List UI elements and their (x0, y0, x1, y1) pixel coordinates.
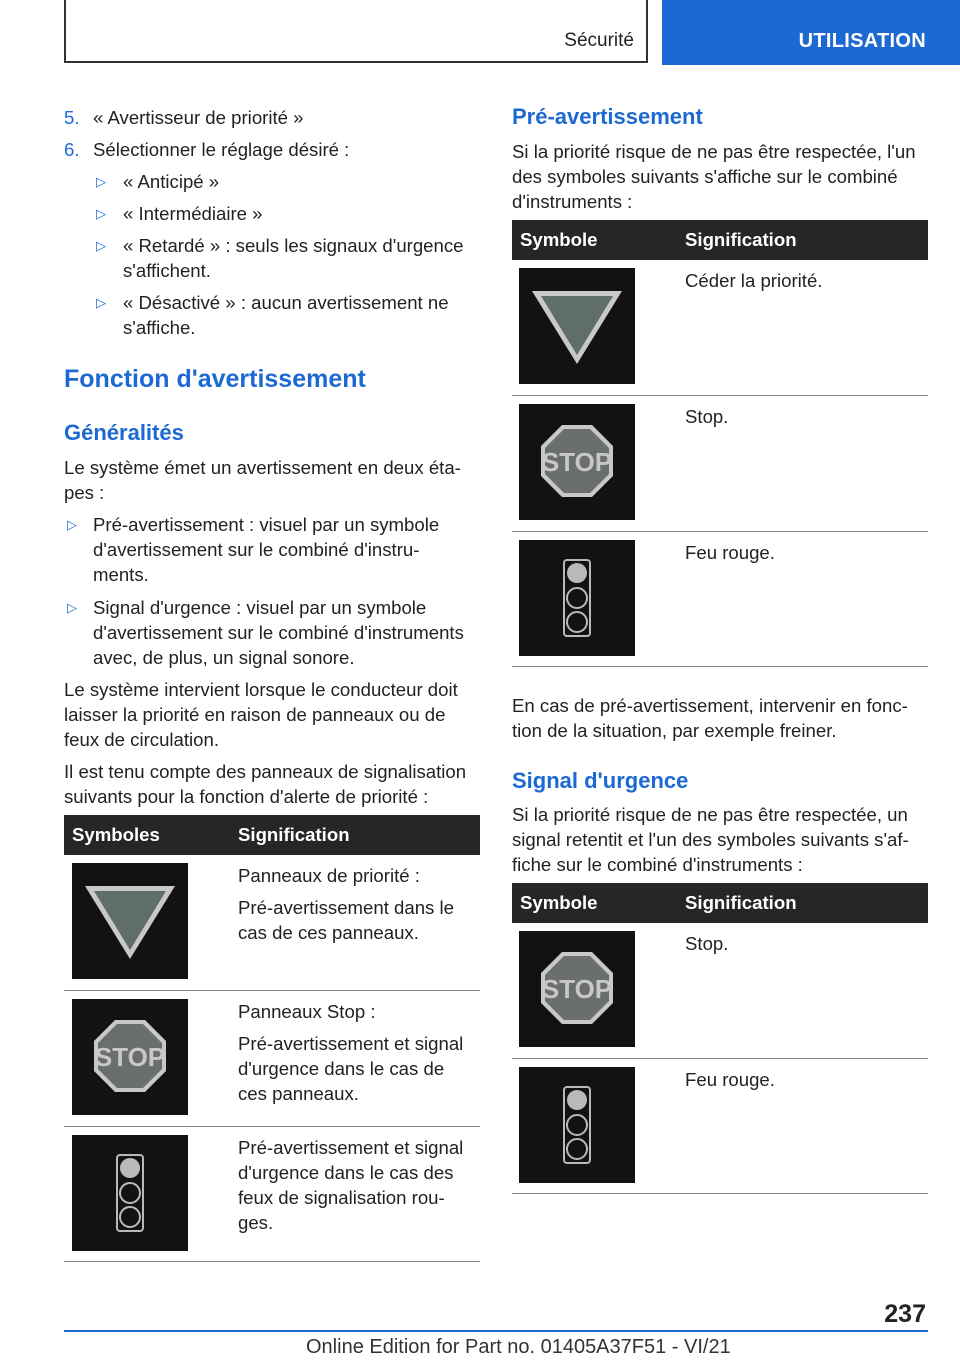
paragraph-line: Il est tenu compte des panneaux de signalisation (64, 761, 467, 782)
cell-text: Feu rouge. (685, 1069, 775, 1090)
bullet-triangle-icon: ▷ (67, 600, 77, 615)
subsection-heading: Généralités (64, 420, 184, 445)
section-heading: Fonction d'avertissement (64, 365, 366, 393)
cell-text: Pré-avertissement et signal (238, 1033, 464, 1054)
chapter-tab[interactable]: UTILISATION (662, 0, 960, 65)
svg-text:STOP: STOP (541, 447, 613, 477)
bullet-triangle-icon: ▷ (96, 206, 106, 221)
step-text: « Avertisseur de priorité » (93, 107, 304, 128)
column-header-meaning: Signification (685, 229, 797, 250)
row-divider (512, 1193, 928, 1194)
traffic-light-icon (72, 1135, 188, 1251)
paragraph-line: feux de circulation. (64, 729, 220, 750)
cell-text: Feu rouge. (685, 542, 775, 563)
step-number: 5. (64, 107, 80, 128)
bullet-triangle-icon: ▷ (96, 174, 106, 189)
paragraph-line: Le système intervient lorsque le conducteur doit (64, 679, 458, 700)
paragraph-line: pes : (64, 482, 105, 503)
stop-sign-icon (519, 931, 635, 1047)
column-header-symbol: Symbole (520, 892, 598, 913)
row-divider (512, 1058, 928, 1059)
row-divider (512, 395, 928, 396)
paragraph-line: tion de la situation, par exemple freiner. (512, 720, 837, 741)
subsection-heading: Pré-avertissement (512, 104, 703, 129)
paragraph-line: Si la priorité risque de ne pas être respectée, un (512, 804, 908, 825)
stop-sign-icon (72, 999, 188, 1115)
step-number: 6. (64, 139, 80, 160)
sub-option: « Désactivé » : aucun avertissement ne (123, 292, 449, 313)
svg-text:STOP: STOP (94, 1042, 166, 1072)
cell-text: feux de signalisation rou- (238, 1187, 445, 1208)
row-divider (64, 990, 480, 991)
paragraph-line: Si la priorité risque de ne pas être respectée, l'un (512, 141, 916, 162)
column-header-meaning: Signification (238, 824, 350, 845)
yield-sign-icon (72, 863, 188, 979)
bullet-line: avec, de plus, un signal sonore. (93, 647, 355, 668)
column-header-symbols: Symboles (72, 824, 160, 845)
cell-text: Stop. (685, 406, 729, 427)
table-header (512, 883, 928, 923)
svg-text:STOP: STOP (541, 974, 613, 1004)
column-header-symbol: Symbole (520, 229, 598, 250)
cell-text: Panneaux Stop : (238, 1001, 376, 1022)
row-divider (512, 531, 928, 532)
row-divider (64, 1261, 480, 1262)
cell-text: d'urgence dans le cas des (238, 1162, 454, 1183)
bullet-triangle-icon: ▷ (96, 295, 106, 310)
edition-note: Online Edition for Part no. 01405A37F51 - VI/21 (306, 1336, 731, 1358)
paragraph-line: En cas de pré-avertissement, intervenir en fonc- (512, 695, 908, 716)
cell-text: ges. (238, 1212, 274, 1233)
bullet-line: d'avertissement sur le combiné d'instruments (93, 622, 464, 643)
paragraph-line: Le système émet un avertissement en deux éta- (64, 457, 461, 478)
cell-text: ces panneaux. (238, 1083, 359, 1104)
paragraph-line: laisser la priorité en raison de panneaux ou de (64, 704, 446, 725)
cell-text: Stop. (685, 933, 729, 954)
page-number: 237 (884, 1300, 926, 1328)
section-title: Sécurité (564, 30, 634, 51)
cell-text: Pré-avertissement et signal (238, 1137, 464, 1158)
sub-option: « Anticipé » (123, 171, 220, 192)
cell-text: Panneaux de priorité : (238, 865, 420, 886)
column-header-meaning: Signification (685, 892, 797, 913)
header-frame (64, 0, 648, 63)
paragraph-line: signal retentit et l'un des symboles suivants s'af- (512, 829, 909, 850)
sub-option: s'affiche. (123, 317, 196, 338)
bullet-line: ments. (93, 564, 149, 585)
bullet-triangle-icon: ▷ (67, 517, 77, 532)
bullet-line: Pré-avertissement : visuel par un symbole (93, 514, 440, 535)
cell-text: cas de ces panneaux. (238, 922, 419, 943)
row-divider (512, 666, 928, 667)
sub-option: « Intermédiaire » (123, 203, 263, 224)
subsection-heading: Signal d'urgence (512, 768, 689, 793)
cell-text: Pré-avertissement dans le (238, 897, 454, 918)
cell-text: Céder la priorité. (685, 270, 823, 291)
step-text: Sélectionner le réglage désiré : (93, 139, 350, 160)
traffic-light-icon (519, 540, 635, 656)
bullet-line: d'avertissement sur le combiné d'instru- (93, 539, 420, 560)
footer-divider (64, 1330, 928, 1332)
row-divider (64, 1126, 480, 1127)
bullet-triangle-icon: ▷ (96, 238, 106, 253)
paragraph-line: fiche sur le combiné d'instruments : (512, 854, 803, 875)
stop-sign-icon (519, 404, 635, 520)
sub-option: « Retardé » : seuls les signaux d'urgence (123, 235, 464, 256)
paragraph-line: d'instruments : (512, 191, 633, 212)
paragraph-line: des symboles suivants s'affiche sur le combiné (512, 166, 898, 187)
table-header (64, 815, 480, 855)
traffic-light-icon (519, 1067, 635, 1183)
cell-text: d'urgence dans le cas de (238, 1058, 445, 1079)
yield-sign-icon (519, 268, 635, 384)
table-header (512, 220, 928, 260)
sub-option: s'affichent. (123, 260, 211, 281)
paragraph-line: suivants pour la fonction d'alerte de priorité : (64, 786, 429, 807)
bullet-line: Signal d'urgence : visuel par un symbole (93, 597, 427, 618)
